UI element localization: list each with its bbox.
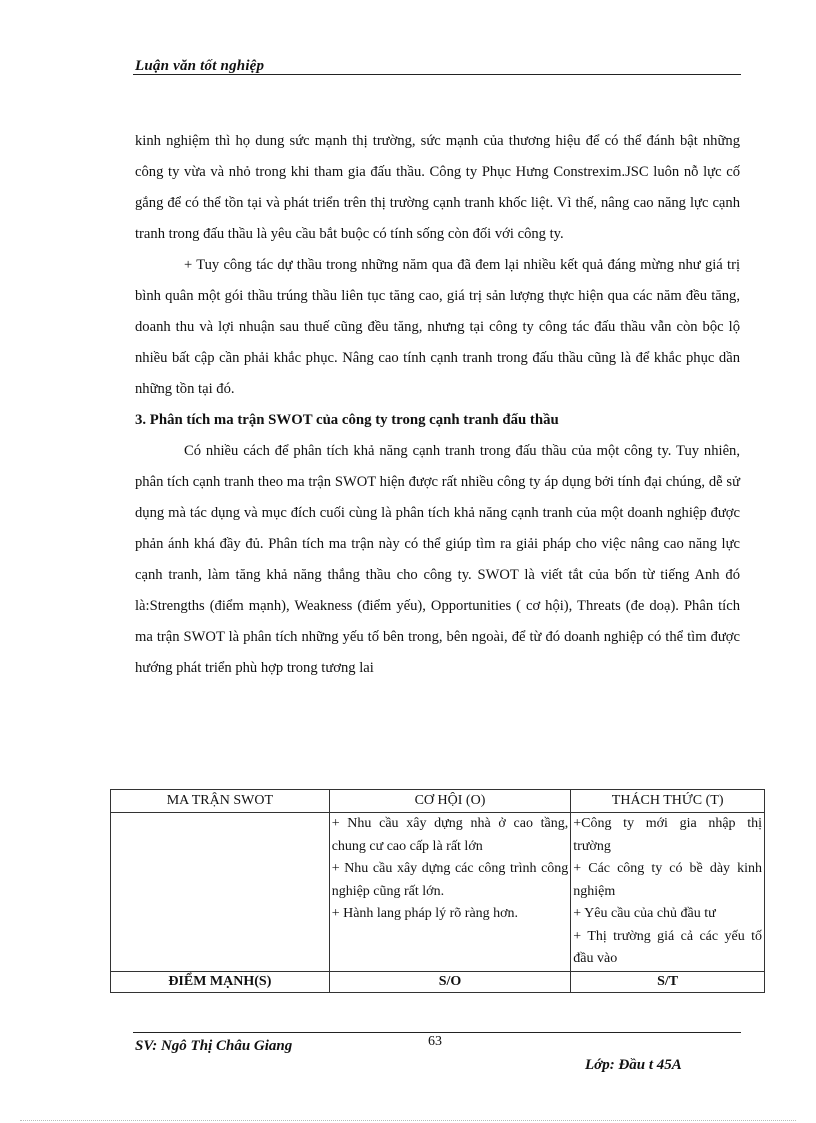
swot-table [110,789,765,993]
header-opportunities: CƠ HỘI (O) [329,790,571,813]
strength-label: ĐIỂM MẠNH(S) [111,971,330,992]
footer-class: Lớp: Đầu t 45A [585,1057,682,1073]
swot-content-row [111,813,765,972]
so-label: S/O [329,971,571,992]
header-matrix: MA TRẬN SWOT [111,790,330,813]
opportunities-cell [329,813,571,972]
page-number: 63 [428,1034,442,1049]
footer-divider [133,1032,741,1033]
st-label: S/T [571,971,765,992]
opportunity-item: + Hành lang pháp lý rõ ràng hơn. [331,906,519,921]
header-divider [133,74,741,75]
header-title: Luận văn tốt nghiệp [135,58,265,74]
paragraph-3: Có nhiều cách để phân tích khả năng cạnh tranh trong đấu thầu của một công ty. Tuy nhiên, phân tích cạnh tranh theo ma trận SWOT hiện được rất nhiều công ty áp dụng bởi tính đại chúng, dễ sử dụng mà tác dụng và mục đích cuối cùng là phân tích khả năng cạnh tranh của một doanh nghiệp được phản ánh khá đầy đủ. Phân tích ma trận này có thể giúp tìm ra giải pháp cho việc nâng cao năng lực cạnh tranh, làm tăng khả năng thắng thầu cho công ty. SWOT là viết tắt của bốn từ tiếng Anh đó là:Strengths (điểm mạnh), Weakness (điểm yếu), Opportunities ( cơ hội), Threats (đe doạ). Phân tích ma trận SWOT là phân tích những yếu tố bên trong, bên ngoài, để từ đó doanh nghiệp có thể tìm được hướng phát triển phù hợp trong tương lai [135,443,740,676]
paragraph-1: kinh nghiệm thì họ dung sức mạnh thị trường, sức mạnh của thương hiệu để có thể đánh bật những công ty vừa và nhỏ trong khi tham gia đấu thầu. Công ty Phục Hưng Constrexim.JSC luôn nỗ lực cố gắng để có thể tồn tại và phát triển trên thị trường cạnh tranh khốc liệt. Vì thế, nâng cao năng lực cạnh tranh trong đấu thầu là yêu cầu bắt buộc có tính sống còn đối với công ty. [135,133,740,242]
swot-strength-row [111,971,765,992]
paragraph-2: + Tuy công tác dự thầu trong những năm qua đã đem lại nhiều kết quả đáng mừng như giá trị bình quân một gói thầu trúng thầu liên tục tăng cao, giá trị sản lượng thực hiện qua các năm đều tăng, doanh thu và lợi nhuận sau thuế cũng đều tăng, nhưng tại công ty công tác đấu thầu vẫn còn bộc lộ nhiều bất cập cần phải khắc phục. Nâng cao tính cạnh tranh trong đấu thầu cũng là để khắc phục dần những tồn tại đó. [135,257,740,397]
document-body [135,126,740,684]
footer-author: SV: Ngô Thị Châu Giang [135,1038,293,1054]
threats-cell [571,813,765,972]
opportunity-item: + Nhu cầu xây dựng các công trình công nghiệp cũng rất lớn. [331,861,569,899]
threat-item: +Công ty mới gia nhập thị trường [573,816,762,854]
opportunity-item: + Nhu cầu xây dựng nhà ở cao tầng, chung cư cao cấp là rất lớn [331,816,569,854]
threat-item: + Thị trường giá cả các yếu tố đầu vào [573,928,762,966]
threat-item: + Yêu cầu của chủ đầu tư [573,906,716,921]
header-threats: THÁCH THỨC (T) [571,790,765,813]
page-bottom-border [20,1120,796,1121]
threat-item: + Các công ty có bề dày kinh nghiệm [573,861,762,899]
empty-cell [111,813,330,972]
swot-header-row [111,790,765,813]
section-heading: 3. Phân tích ma trận SWOT của công ty trong cạnh tranh đấu thầu [135,412,559,428]
